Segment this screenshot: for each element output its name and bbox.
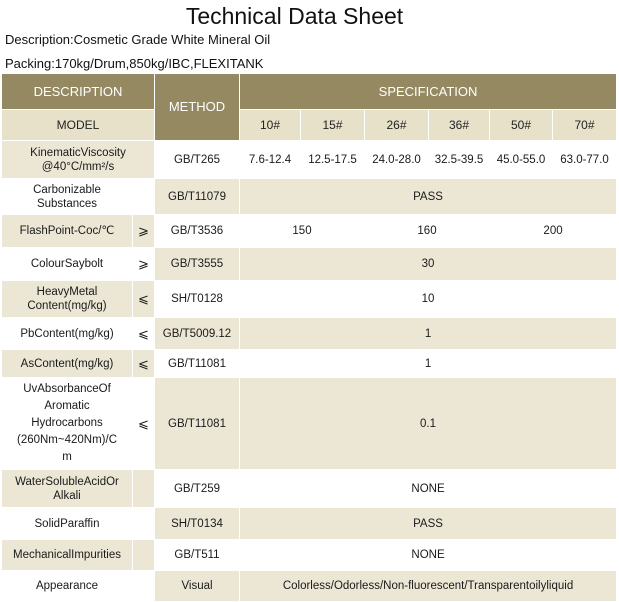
method-cell: GB/T5009.12 (155, 318, 240, 350)
value-cell: 10 (240, 281, 617, 318)
method-header: METHOD (155, 74, 240, 141)
property-name: ColourSaybolt (2, 248, 133, 281)
method-cell: Visual (155, 571, 240, 602)
method-cell: GB/T511 (155, 540, 240, 571)
table-row (2, 179, 617, 215)
value-cell: 160 (365, 215, 490, 248)
product-description: Description:Cosmetic Grade White Mineral Oil (5, 32, 271, 47)
symbol-cell (133, 540, 155, 571)
property-name: Appearance (2, 571, 133, 602)
lte-symbol: ⩽ (133, 350, 155, 378)
property-name: FlashPoint-Coc/℃ (2, 215, 133, 248)
property-name: SolidParaffin (2, 508, 133, 540)
table-row (2, 318, 617, 350)
method-cell: GB/T11081 (155, 350, 240, 378)
symbol-cell (133, 571, 155, 602)
value-cell: 0.1 (240, 378, 617, 470)
property-name: HeavyMetal Content(mg/kg) (2, 281, 133, 318)
property-name: WaterSolubleAcidOr Alkali (2, 470, 133, 508)
table-row (2, 281, 617, 318)
method-cell: GB/T11079 (155, 179, 240, 215)
table-row (2, 350, 617, 378)
value-cell: NONE (240, 470, 617, 508)
method-cell: GB/T11081 (155, 378, 240, 470)
value-cell: 24.0-28.0 (365, 141, 429, 179)
property-name: AsContent(mg/kg) (2, 350, 133, 378)
table-row (2, 248, 617, 281)
gte-symbol: ⩾ (133, 248, 155, 281)
table-row (2, 470, 617, 508)
value-cell: 30 (240, 248, 617, 281)
symbol-cell (133, 470, 155, 508)
value-cell: Colorless/Odorless/Non-fluorescent/Transparentoilyliquid (240, 571, 617, 602)
lte-symbol: ⩽ (133, 281, 155, 318)
value-cell: 1 (240, 318, 617, 350)
grade-header: 26# (365, 110, 429, 141)
value-cell: 45.0-55.0 (490, 141, 553, 179)
property-name: UvAbsorbanceOf Aromatic Hydrocarbons (260Nm~420Nm)/C m (2, 378, 133, 470)
gte-symbol: ⩾ (133, 215, 155, 248)
value-cell: PASS (240, 179, 617, 215)
value-cell: 12.5-17.5 (301, 141, 365, 179)
value-cell: PASS (240, 508, 617, 540)
method-cell: GB/T259 (155, 470, 240, 508)
property-name: KinematicViscosity @40°C/mm²/s (2, 141, 155, 179)
table-row (2, 141, 617, 179)
model-header: MODEL (2, 110, 155, 141)
symbol-cell (133, 179, 155, 215)
value-cell: 63.0-77.0 (553, 141, 617, 179)
value-cell: 1 (240, 350, 617, 378)
method-cell: SH/T0134 (155, 508, 240, 540)
method-cell: SH/T0128 (155, 281, 240, 318)
description-header: DESCRIPTION (2, 74, 155, 110)
specification-header: SPECIFICATION (240, 74, 617, 110)
method-cell: GB/T3536 (155, 215, 240, 248)
table-row (2, 215, 617, 248)
grade-header: 10# (240, 110, 301, 141)
document-title: Technical Data Sheet (185, 3, 404, 29)
property-name: MechanicalImpurities (2, 540, 133, 571)
method-cell: GB/T3555 (155, 248, 240, 281)
value-cell: 150 (240, 215, 365, 248)
grade-header: 15# (301, 110, 365, 141)
value-cell: NONE (240, 540, 617, 571)
table-row (2, 571, 617, 602)
lte-symbol: ⩽ (133, 378, 155, 470)
value-cell: 32.5-39.5 (429, 141, 490, 179)
value-cell: 7.6-12.4 (240, 141, 301, 179)
method-cell: GB/T265 (155, 141, 240, 179)
property-name: Carbonizable Substances (2, 179, 133, 215)
table-row (2, 508, 617, 540)
property-name: PbContent(mg/kg) (2, 318, 133, 350)
packing-info: Packing:170kg/Drum,850kg/IBC,FLEXITANK (5, 56, 264, 71)
value-cell: 200 (490, 215, 617, 248)
table-row (2, 540, 617, 571)
lte-symbol: ⩽ (133, 318, 155, 350)
grade-header: 50# (490, 110, 553, 141)
symbol-cell (133, 508, 155, 540)
specification-table (1, 73, 617, 602)
table-row (2, 378, 617, 470)
grade-header: 36# (429, 110, 490, 141)
grade-header: 70# (553, 110, 617, 141)
